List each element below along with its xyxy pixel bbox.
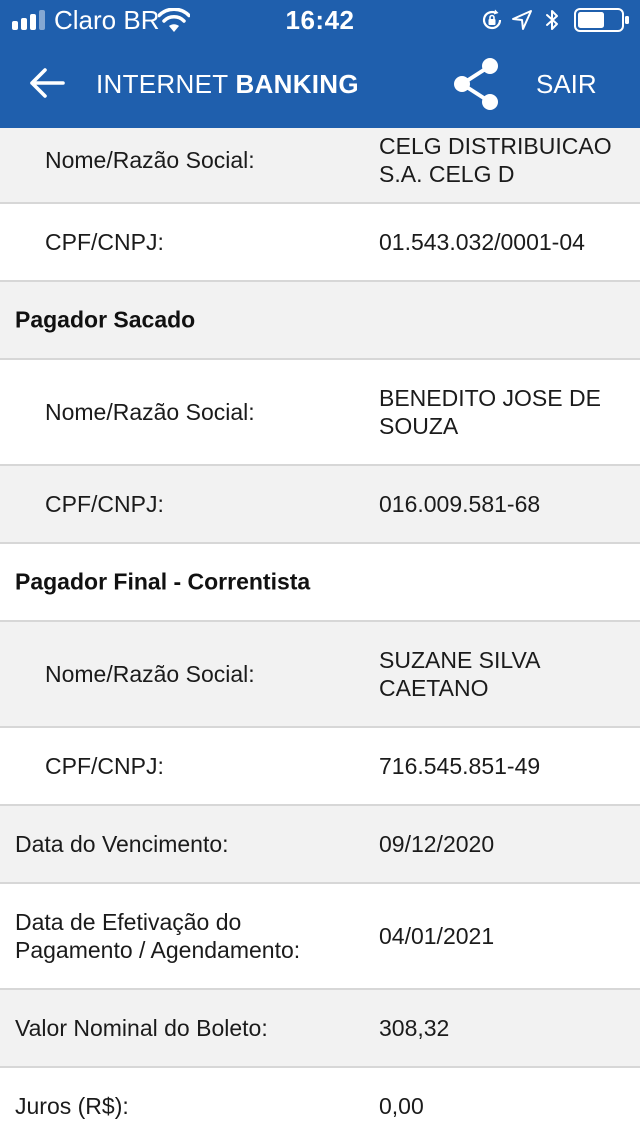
value-line: SUZANE SILVA [379,647,541,673]
receipt-details [0,128,640,1136]
status-time: 16:42 [285,5,355,35]
value-line: SOUZA [379,413,459,439]
field-label: CPF/CNPJ: [45,753,164,779]
field-value: 0,00 [379,1093,424,1119]
field-value: 716.545.851-49 [379,753,541,779]
carrier-name: Claro BR [54,5,160,35]
value-line: CELG DISTRIBUICAO [379,133,612,159]
share-icon [450,56,502,112]
beneficiary-name-row [0,128,640,204]
field-label: Data do Vencimento: [15,831,229,857]
interest-row [0,1068,640,1136]
field-value [379,132,629,188]
bluetooth-icon [540,8,564,32]
field-label: Nome/Razão Social: [45,147,255,173]
battery-icon [574,8,630,32]
value-line: CAETANO [379,675,489,701]
navigation-bar [0,40,640,128]
section-title: Pagador Sacado [15,306,196,333]
share-button[interactable] [450,56,502,112]
payer-name-row [0,360,640,466]
location-arrow-icon [510,8,534,32]
back-arrow-icon [29,67,65,99]
due-date-row [0,806,640,884]
field-value: 01.543.032/0001-04 [379,229,585,255]
page-title [96,62,359,106]
field-value: 04/01/2021 [379,923,495,949]
final-payer-document-row [0,728,640,806]
app-header [0,0,640,128]
title-regular: INTERNET [96,69,228,99]
final-payer-section-header [0,544,640,622]
effective-date-row [0,884,640,990]
status-bar [0,0,640,40]
label-line: Pagamento / Agendamento: [15,937,301,963]
field-label: CPF/CNPJ: [45,229,164,255]
payer-document-row [0,466,640,544]
nominal-value-row [0,990,640,1068]
field-label: CPF/CNPJ: [45,491,164,517]
field-value [379,646,629,702]
title-bold: BANKING [235,69,359,99]
section-title: Pagador Final - Correntista [15,568,311,595]
field-value: 308,32 [379,1015,450,1041]
beneficiary-document-row [0,204,640,282]
final-payer-name-row [0,622,640,728]
field-label: Nome/Razão Social: [45,661,255,687]
field-value: 016.009.581-68 [379,491,541,517]
status-indicators [474,6,630,34]
payer-section-header [0,282,640,360]
field-value: 09/12/2020 [379,831,495,857]
value-line: BENEDITO JOSE DE [379,385,601,411]
label-line: Data de Efetivação do [15,909,242,935]
field-label: Valor Nominal do Boleto: [15,1015,268,1041]
value-line: S.A. CELG D [379,161,515,187]
exit-button[interactable]: SAIR [536,69,597,99]
field-label [15,908,300,964]
field-label: Nome/Razão Social: [45,399,255,425]
orientation-lock-icon [480,8,504,32]
field-value [379,384,629,440]
field-label: Juros (R$): [15,1093,129,1119]
back-button[interactable] [22,60,72,106]
